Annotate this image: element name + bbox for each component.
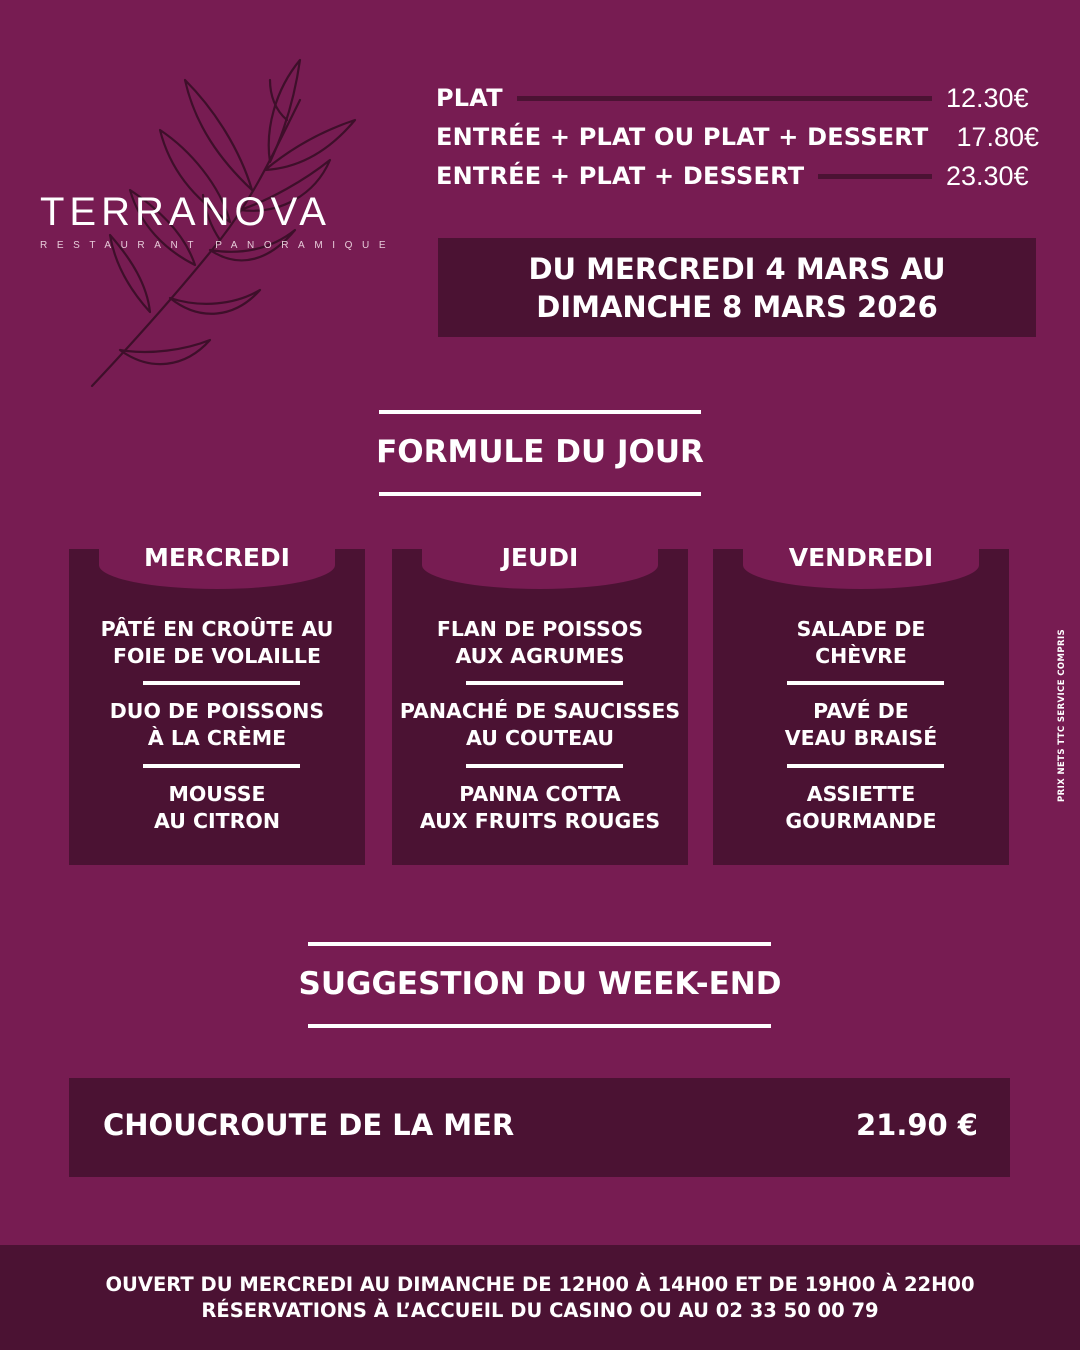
day-card-vendredi: [713, 543, 1009, 865]
weekend-price: 21.90 €: [855, 1108, 978, 1142]
dish-line: FOIE DE VOLAILLE: [113, 644, 321, 668]
dish-separator: [787, 764, 944, 768]
dish-line: AU CITRON: [153, 809, 281, 833]
dish-separator: [143, 764, 300, 768]
day-name: JEUDI: [501, 543, 579, 572]
day-card-jeudi: [392, 543, 688, 865]
dish-line: CHÈVRE: [815, 644, 907, 668]
dish-dessert: [392, 781, 688, 835]
dish-separator: [466, 764, 623, 768]
dish-plat: [69, 698, 365, 752]
dish-separator: [466, 681, 623, 685]
dish-line: PÂTÉ EN CROÛTE AU: [100, 617, 334, 641]
dish-entree: [69, 616, 365, 670]
dish-entree: [713, 616, 1009, 670]
dish-line: MOUSSE: [168, 782, 266, 806]
price-row-two-courses: [436, 122, 1046, 152]
price-row-plat: [436, 83, 1046, 113]
dish-entree: [392, 616, 688, 670]
dish-line: FLAN DE POISSOS: [436, 617, 644, 641]
dish-line: GOURMANDE: [785, 809, 937, 833]
weekend-title: SUGGESTION DU WEEK-END: [298, 966, 782, 1002]
dish-line: AU COUTEAU: [465, 726, 614, 750]
dish-line: PAVÉ DE: [813, 699, 909, 723]
price-label: PLAT: [436, 84, 503, 112]
price-note: PRIX NETS TTC SERVICE COMPRIS: [1057, 628, 1067, 802]
dish-dessert: [713, 781, 1009, 835]
date-range-line-1: DU MERCREDI 4 MARS AU: [528, 251, 946, 286]
brand-logo: [40, 190, 396, 251]
day-name: VENDREDI: [788, 543, 934, 572]
dish-plat: [713, 698, 1009, 752]
price-leader-line: [818, 174, 932, 179]
date-range-line-2: DIMANCHE 8 MARS 2026: [536, 289, 938, 324]
dish-line: AUX FRUITS ROUGES: [419, 809, 661, 833]
weekend-divider-top: [308, 942, 771, 946]
dish-line: PANNA COTTA: [459, 782, 621, 806]
dish-line: À LA CRÈME: [147, 726, 287, 750]
dish-separator: [143, 681, 300, 685]
weekend-dish: CHOUCROUTE DE LA MER: [103, 1108, 515, 1142]
price-leader-line: [517, 96, 932, 101]
reservation-info: RÉSERVATIONS À L’ACCUEIL DU CASINO OU AU 02 33 50 00 79: [201, 1298, 879, 1322]
price-value: 23.30€: [946, 160, 1029, 191]
brand-name: TERRANOVA: [40, 190, 331, 234]
dish-line: DUO DE POISSONS: [109, 699, 325, 723]
weekend-divider-bottom: [308, 1024, 771, 1028]
weekend-suggestion-box: [69, 1078, 1010, 1177]
dish-line: ASSIETTE: [806, 782, 916, 806]
dish-line: VEAU BRAISÉ: [784, 726, 938, 750]
dish-dessert: [69, 781, 365, 835]
price-label: ENTRÉE + PLAT OU PLAT + DESSERT: [436, 123, 929, 151]
title-divider-bottom: [379, 492, 701, 496]
dish-separator: [787, 681, 944, 685]
dish-line: PANACHÉ DE SAUCISSES: [399, 699, 681, 723]
day-name: MERCREDI: [144, 543, 290, 572]
formule-title: FORMULE DU JOUR: [376, 434, 704, 470]
footer-bar: [0, 1245, 1080, 1350]
price-row-three-courses: [436, 161, 1046, 191]
title-divider-top: [379, 410, 701, 414]
price-value: 12.30€: [946, 82, 1029, 113]
dish-plat: [392, 698, 688, 752]
dish-line: AUX AGRUMES: [455, 644, 625, 668]
price-label: ENTRÉE + PLAT + DESSERT: [436, 162, 805, 190]
dish-line: SALADE DE: [796, 617, 926, 641]
date-range-box: [438, 238, 1036, 337]
opening-hours: OUVERT DU MERCREDI AU DIMANCHE DE 12H00 À 14H00 ET DE 19H00 À 22H00: [105, 1272, 975, 1296]
brand-subtitle: RESTAURANT PANORAMIQUE: [40, 240, 396, 251]
price-value: 17.80€: [956, 121, 1040, 152]
day-card-mercredi: [69, 543, 365, 865]
